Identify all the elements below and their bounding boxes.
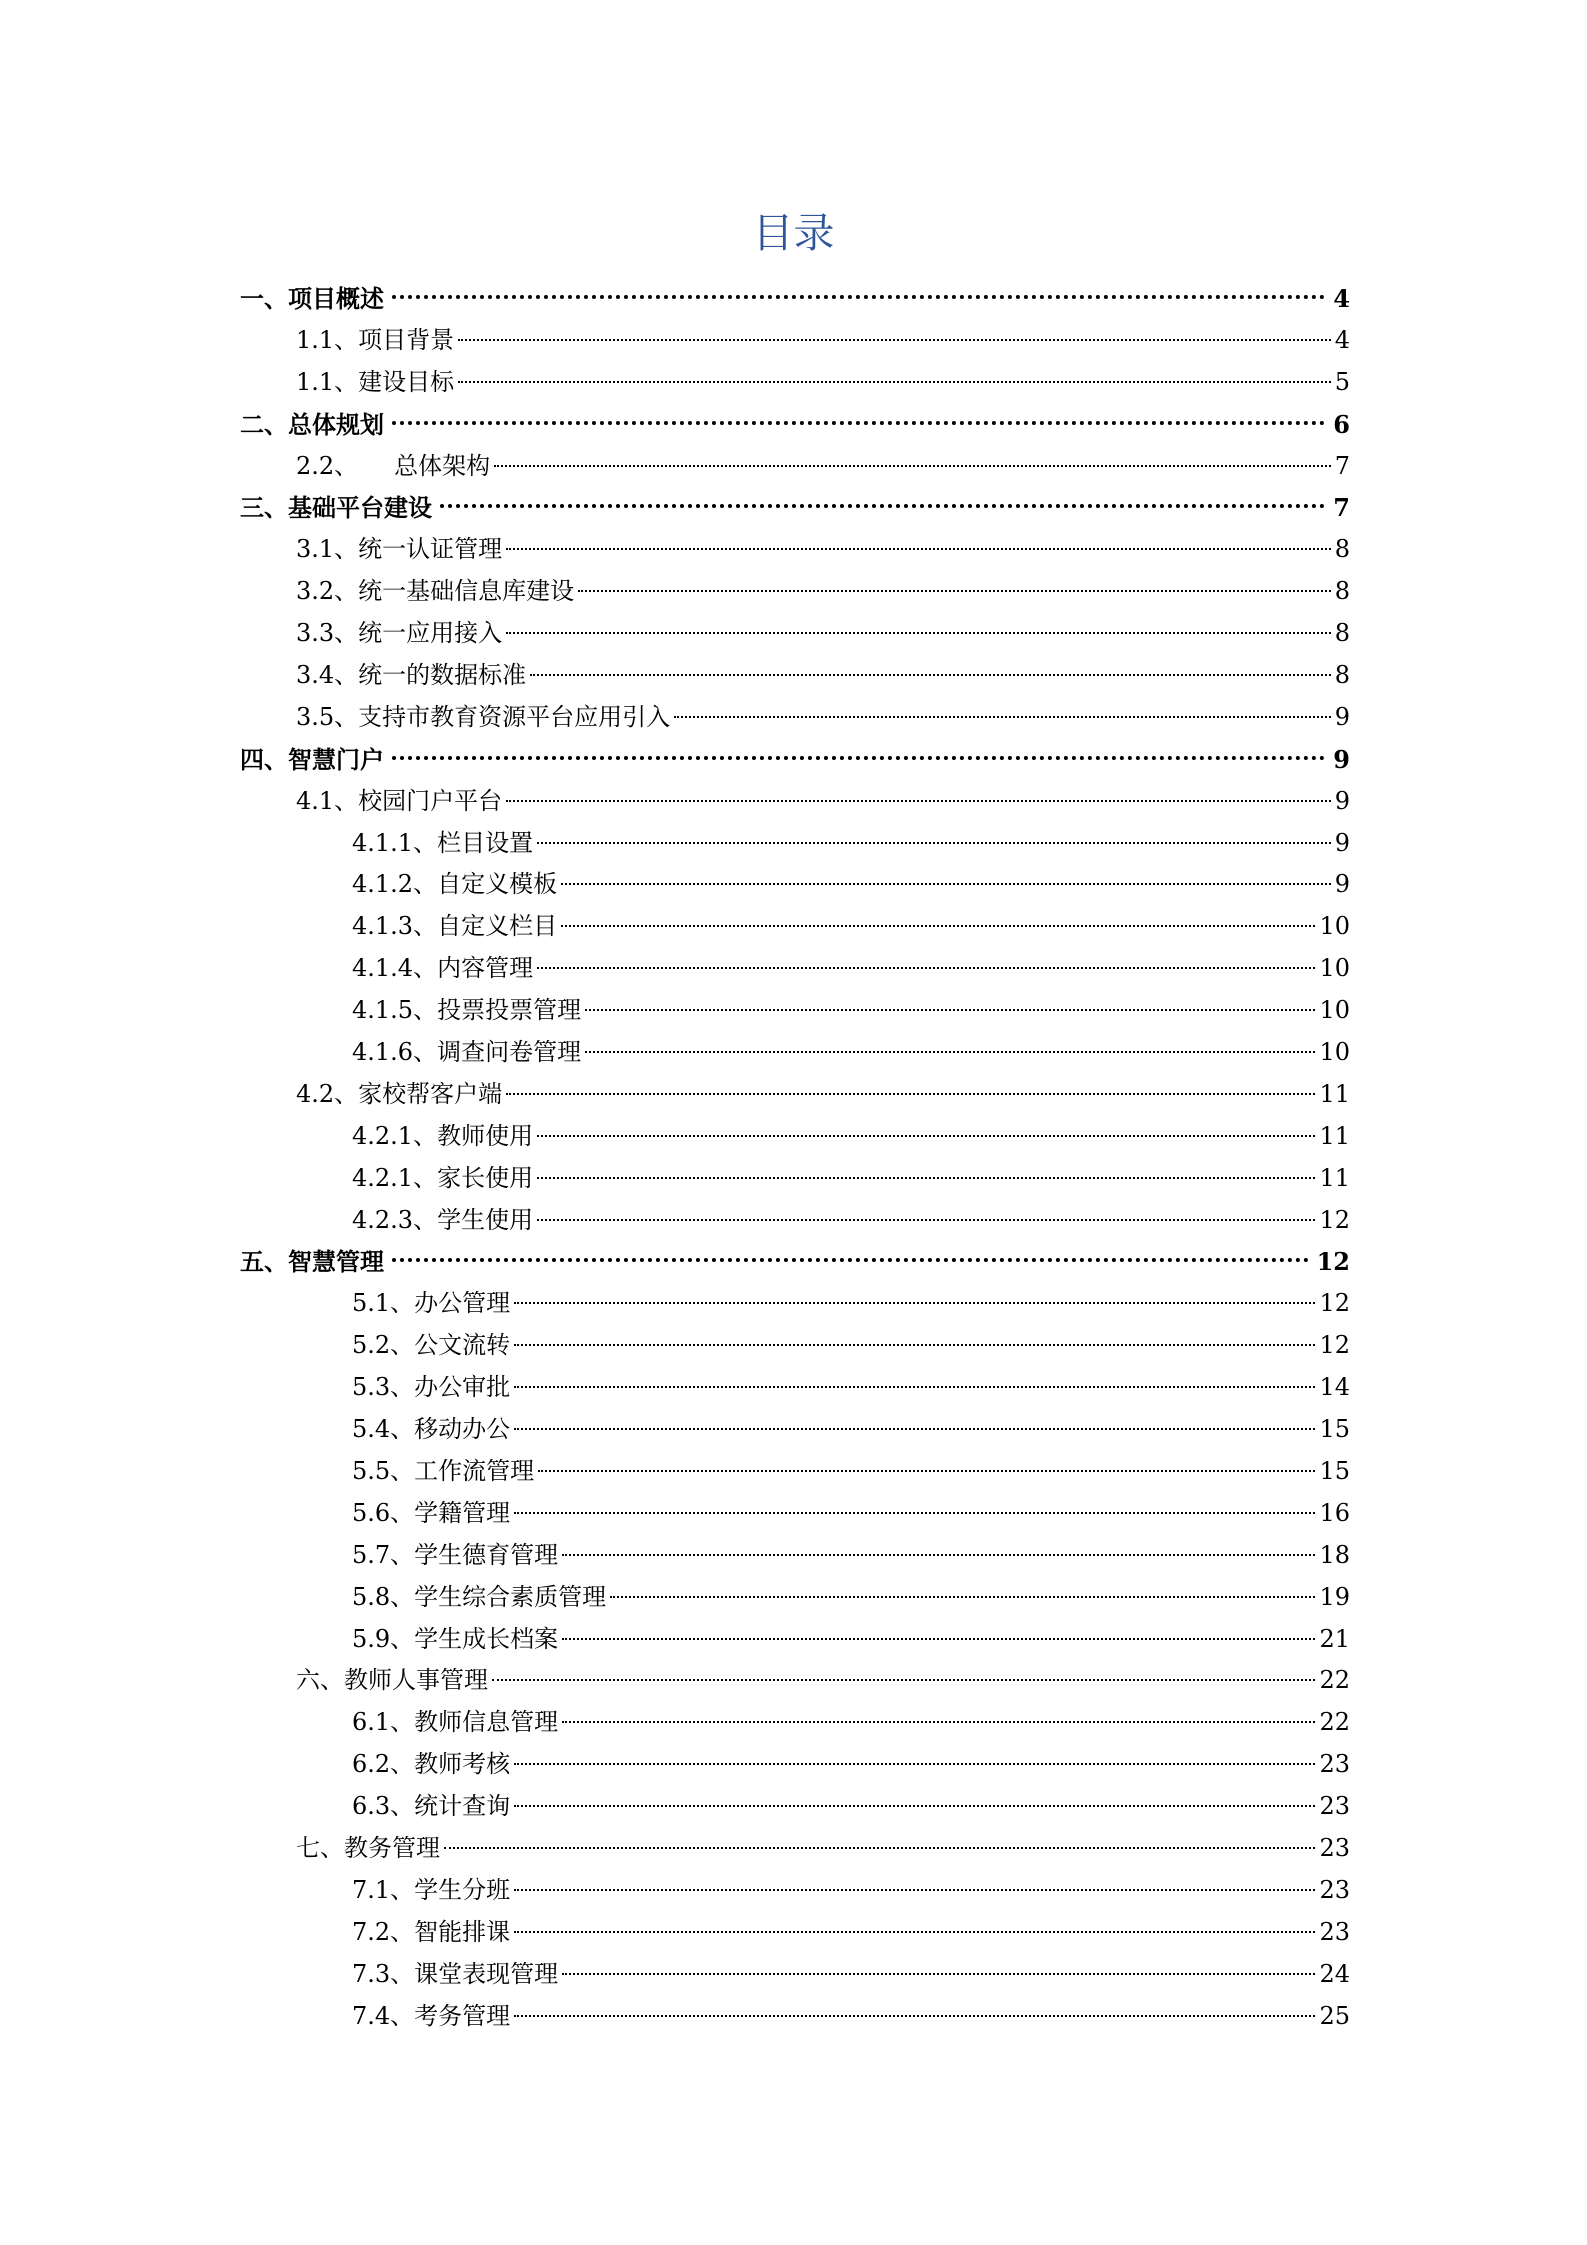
toc-entry-title: 七、教务管理 — [296, 1833, 440, 1862]
toc-entry[interactable] — [240, 1200, 1350, 1242]
dot-leader — [537, 842, 1331, 844]
toc-entry[interactable] — [240, 278, 1350, 320]
dot-leader — [514, 1302, 1315, 1304]
toc-entry-page-number: 18 — [1319, 1540, 1350, 1569]
toc-entry-title: 7.2、智能排课 — [352, 1917, 511, 1946]
toc-entry[interactable] — [240, 1702, 1350, 1744]
dot-leader — [514, 1889, 1315, 1891]
toc-entry-page-number: 8 — [1334, 535, 1350, 564]
dot-leader — [392, 421, 1325, 425]
toc-entry[interactable] — [240, 613, 1350, 655]
toc-entry[interactable] — [240, 906, 1350, 948]
toc-entry-title: 5.7、学生德育管理 — [352, 1540, 559, 1569]
dot-leader — [458, 339, 1331, 341]
dot-leader — [585, 1051, 1315, 1053]
toc-entry-title: 7.3、课堂表现管理 — [352, 1959, 559, 1988]
toc-entry-page-number: 25 — [1319, 2001, 1350, 2030]
toc-entry[interactable] — [240, 1241, 1350, 1283]
toc-entry-page-number: 8 — [1334, 577, 1350, 606]
toc-entry-title: 六、教师人事管理 — [296, 1666, 488, 1695]
toc-entry[interactable] — [240, 404, 1350, 446]
toc-entry-title: 5.3、办公审批 — [352, 1373, 511, 1402]
toc-entry[interactable] — [240, 1577, 1350, 1619]
toc-entry[interactable] — [240, 990, 1350, 1032]
toc-entry-title: 4.2.3、学生使用 — [352, 1205, 534, 1234]
toc-entry[interactable] — [240, 864, 1350, 906]
dot-leader — [392, 756, 1325, 760]
dot-leader — [562, 1721, 1315, 1723]
toc-entry-page-number: 23 — [1319, 1792, 1350, 1821]
dot-leader — [561, 925, 1315, 927]
toc-entry-page-number: 22 — [1319, 1708, 1350, 1737]
toc-entry-title: 5.2、公文流转 — [352, 1331, 511, 1360]
dot-leader — [578, 590, 1331, 592]
toc-entry-title: 2.2、 总体架构 — [296, 451, 491, 480]
toc-entry-page-number: 9 — [1334, 786, 1350, 815]
toc-entry[interactable] — [240, 1283, 1350, 1325]
dot-leader — [514, 1344, 1315, 1346]
toc-entry-title: 6.3、统计查询 — [352, 1792, 511, 1821]
toc-entry[interactable] — [240, 1367, 1350, 1409]
toc-entry-page-number: 19 — [1319, 1582, 1350, 1611]
toc-entry[interactable] — [240, 823, 1350, 865]
toc-entry-page-number: 12 — [1319, 1289, 1350, 1318]
toc-entry-title: 3.1、统一认证管理 — [296, 535, 503, 564]
toc-entry-page-number: 12 — [1319, 1331, 1350, 1360]
dot-leader — [674, 716, 1331, 718]
dot-leader — [562, 1554, 1315, 1556]
toc-entry-title: 4.1、校园门户平台 — [296, 786, 503, 815]
toc-entry-page-number: 10 — [1319, 912, 1350, 941]
dot-leader — [506, 548, 1331, 550]
toc-entry-page-number: 24 — [1319, 1959, 1350, 1988]
dot-leader — [537, 1219, 1315, 1221]
dot-leader — [538, 1470, 1315, 1472]
dot-leader — [514, 1931, 1315, 1933]
toc-entry-title: 7.4、考务管理 — [352, 2001, 511, 2030]
toc-entry[interactable] — [240, 1158, 1350, 1200]
toc-entry-page-number: 16 — [1319, 1498, 1350, 1527]
dot-leader — [492, 1679, 1315, 1681]
toc-entry-page-number: 23 — [1319, 1750, 1350, 1779]
dot-leader — [537, 1135, 1315, 1137]
toc-title: 目录 — [752, 209, 835, 257]
dot-leader — [514, 1805, 1315, 1807]
toc-entry-page-number: 7 — [1333, 493, 1350, 523]
table-of-contents — [240, 278, 1350, 2037]
toc-entry-title: 4.2、家校帮客户端 — [296, 1079, 503, 1108]
toc-entry[interactable] — [240, 1409, 1350, 1451]
toc-entry-page-number: 6 — [1333, 409, 1350, 439]
toc-entry-title: 二、总体规划 — [240, 409, 384, 439]
toc-entry-page-number: 12 — [1316, 1247, 1350, 1277]
toc-entry-page-number: 15 — [1319, 1415, 1350, 1444]
toc-entry[interactable] — [240, 1116, 1350, 1158]
toc-entry-page-number: 11 — [1319, 1079, 1350, 1108]
toc-entry[interactable] — [240, 1451, 1350, 1493]
toc-entry-page-number: 9 — [1334, 870, 1350, 899]
toc-entry[interactable] — [240, 1954, 1350, 1996]
dot-leader — [585, 1009, 1315, 1011]
toc-entry[interactable] — [240, 1325, 1350, 1367]
toc-entry-title: 1.1、项目背景 — [296, 325, 455, 354]
toc-entry-title: 5.6、学籍管理 — [352, 1498, 511, 1527]
dot-leader — [506, 1093, 1315, 1095]
toc-entry-title: 4.1.1、栏目设置 — [352, 828, 534, 857]
toc-entry[interactable] — [240, 697, 1350, 739]
toc-entry-page-number: 9 — [1334, 828, 1350, 857]
toc-entry[interactable] — [240, 1744, 1350, 1786]
toc-entry-title: 3.3、统一应用接入 — [296, 619, 503, 648]
toc-entry-title: 7.1、学生分班 — [352, 1875, 511, 1904]
toc-entry[interactable] — [240, 1074, 1350, 1116]
toc-entry-title: 5.8、学生综合素质管理 — [352, 1582, 607, 1611]
toc-entry[interactable] — [240, 1996, 1350, 2038]
toc-entry-title: 4.1.2、自定义模板 — [352, 870, 558, 899]
toc-entry[interactable] — [240, 655, 1350, 697]
dot-leader — [537, 1177, 1315, 1179]
toc-entry-page-number: 21 — [1319, 1624, 1350, 1653]
dot-leader — [562, 1638, 1315, 1640]
toc-entry[interactable] — [240, 1828, 1350, 1870]
toc-entry[interactable] — [240, 1493, 1350, 1535]
dot-leader — [610, 1596, 1315, 1598]
toc-entry-page-number: 14 — [1319, 1373, 1350, 1402]
dot-leader — [506, 800, 1331, 802]
toc-entry-page-number: 7 — [1334, 451, 1350, 480]
dot-leader — [514, 1763, 1315, 1765]
toc-entry-page-number: 11 — [1319, 1121, 1350, 1150]
dot-leader — [561, 883, 1331, 885]
toc-entry[interactable] — [240, 571, 1350, 613]
toc-entry[interactable] — [240, 446, 1350, 488]
toc-entry-page-number: 9 — [1333, 744, 1350, 774]
toc-entry-page-number: 5 — [1334, 367, 1350, 396]
dot-leader — [514, 1512, 1315, 1514]
toc-entry-page-number: 9 — [1334, 702, 1350, 731]
toc-entry-page-number: 10 — [1319, 1038, 1350, 1067]
toc-entry-title: 三、基础平台建设 — [240, 493, 432, 523]
toc-entry-title: 4.2.1、教师使用 — [352, 1121, 534, 1150]
toc-entry[interactable] — [240, 487, 1350, 529]
toc-entry-page-number: 8 — [1334, 619, 1350, 648]
dot-leader — [514, 1386, 1315, 1388]
toc-entry-title: 5.4、移动办公 — [352, 1415, 511, 1444]
toc-entry-page-number: 23 — [1319, 1833, 1350, 1862]
dot-leader — [530, 674, 1331, 676]
toc-entry-page-number: 11 — [1319, 1163, 1350, 1192]
toc-entry-page-number: 8 — [1334, 661, 1350, 690]
dot-leader — [392, 1258, 1309, 1262]
toc-entry-page-number: 15 — [1319, 1456, 1350, 1485]
toc-entry-title: 五、智慧管理 — [240, 1247, 384, 1277]
toc-entry-title: 4.1.4、内容管理 — [352, 954, 534, 983]
dot-leader — [458, 381, 1331, 383]
toc-entry[interactable] — [240, 1660, 1350, 1702]
toc-entry-title: 6.2、教师考核 — [352, 1750, 511, 1779]
toc-entry[interactable] — [240, 1535, 1350, 1577]
toc-entry-title: 5.1、办公管理 — [352, 1289, 511, 1318]
toc-entry-title: 5.9、学生成长档案 — [352, 1624, 559, 1653]
toc-entry-page-number: 10 — [1319, 996, 1350, 1025]
toc-entry-title: 4.1.6、调查问卷管理 — [352, 1038, 582, 1067]
toc-entry-title: 1.1、建设目标 — [296, 367, 455, 396]
dot-leader — [444, 1847, 1315, 1849]
toc-entry[interactable] — [240, 948, 1350, 990]
toc-entry-page-number: 4 — [1334, 325, 1350, 354]
toc-entry[interactable] — [240, 529, 1350, 571]
toc-entry-title: 3.2、统一基础信息库建设 — [296, 577, 575, 606]
toc-entry-title: 4.1.5、投票投票管理 — [352, 996, 582, 1025]
toc-entry-page-number: 12 — [1319, 1205, 1350, 1234]
toc-entry[interactable] — [240, 320, 1350, 362]
toc-entry-page-number: 22 — [1319, 1666, 1350, 1695]
dot-leader — [392, 295, 1325, 299]
dot-leader — [506, 632, 1331, 634]
dot-leader — [514, 2015, 1315, 2017]
toc-entry[interactable] — [240, 1870, 1350, 1912]
toc-entry[interactable] — [240, 362, 1350, 404]
toc-entry-title: 3.5、支持市教育资源平台应用引入 — [296, 702, 671, 731]
dot-leader — [537, 967, 1315, 969]
toc-entry[interactable] — [240, 781, 1350, 823]
dot-leader — [562, 1973, 1315, 1975]
toc-entry-title: 3.4、统一的数据标准 — [296, 661, 527, 690]
toc-entry-title: 四、智慧门户 — [240, 744, 384, 774]
toc-entry[interactable] — [240, 1619, 1350, 1661]
toc-entry[interactable] — [240, 1912, 1350, 1954]
toc-entry[interactable] — [240, 1786, 1350, 1828]
toc-entry-title: 4.2.1、家长使用 — [352, 1163, 534, 1192]
toc-entry-page-number: 23 — [1319, 1917, 1350, 1946]
toc-entry-title: 5.5、工作流管理 — [352, 1456, 535, 1485]
toc-entry[interactable] — [240, 739, 1350, 781]
toc-entry-page-number: 4 — [1333, 284, 1350, 313]
dot-leader — [440, 504, 1325, 508]
toc-entry-page-number: 10 — [1319, 954, 1350, 983]
dot-leader — [514, 1428, 1315, 1430]
toc-entry-title: 4.1.3、自定义栏目 — [352, 912, 558, 941]
toc-entry[interactable] — [240, 1032, 1350, 1074]
toc-entry-title: 6.1、教师信息管理 — [352, 1708, 559, 1737]
dot-leader — [494, 465, 1331, 467]
toc-entry-title: 一、项目概述 — [240, 284, 384, 313]
toc-entry-page-number: 23 — [1319, 1875, 1350, 1904]
